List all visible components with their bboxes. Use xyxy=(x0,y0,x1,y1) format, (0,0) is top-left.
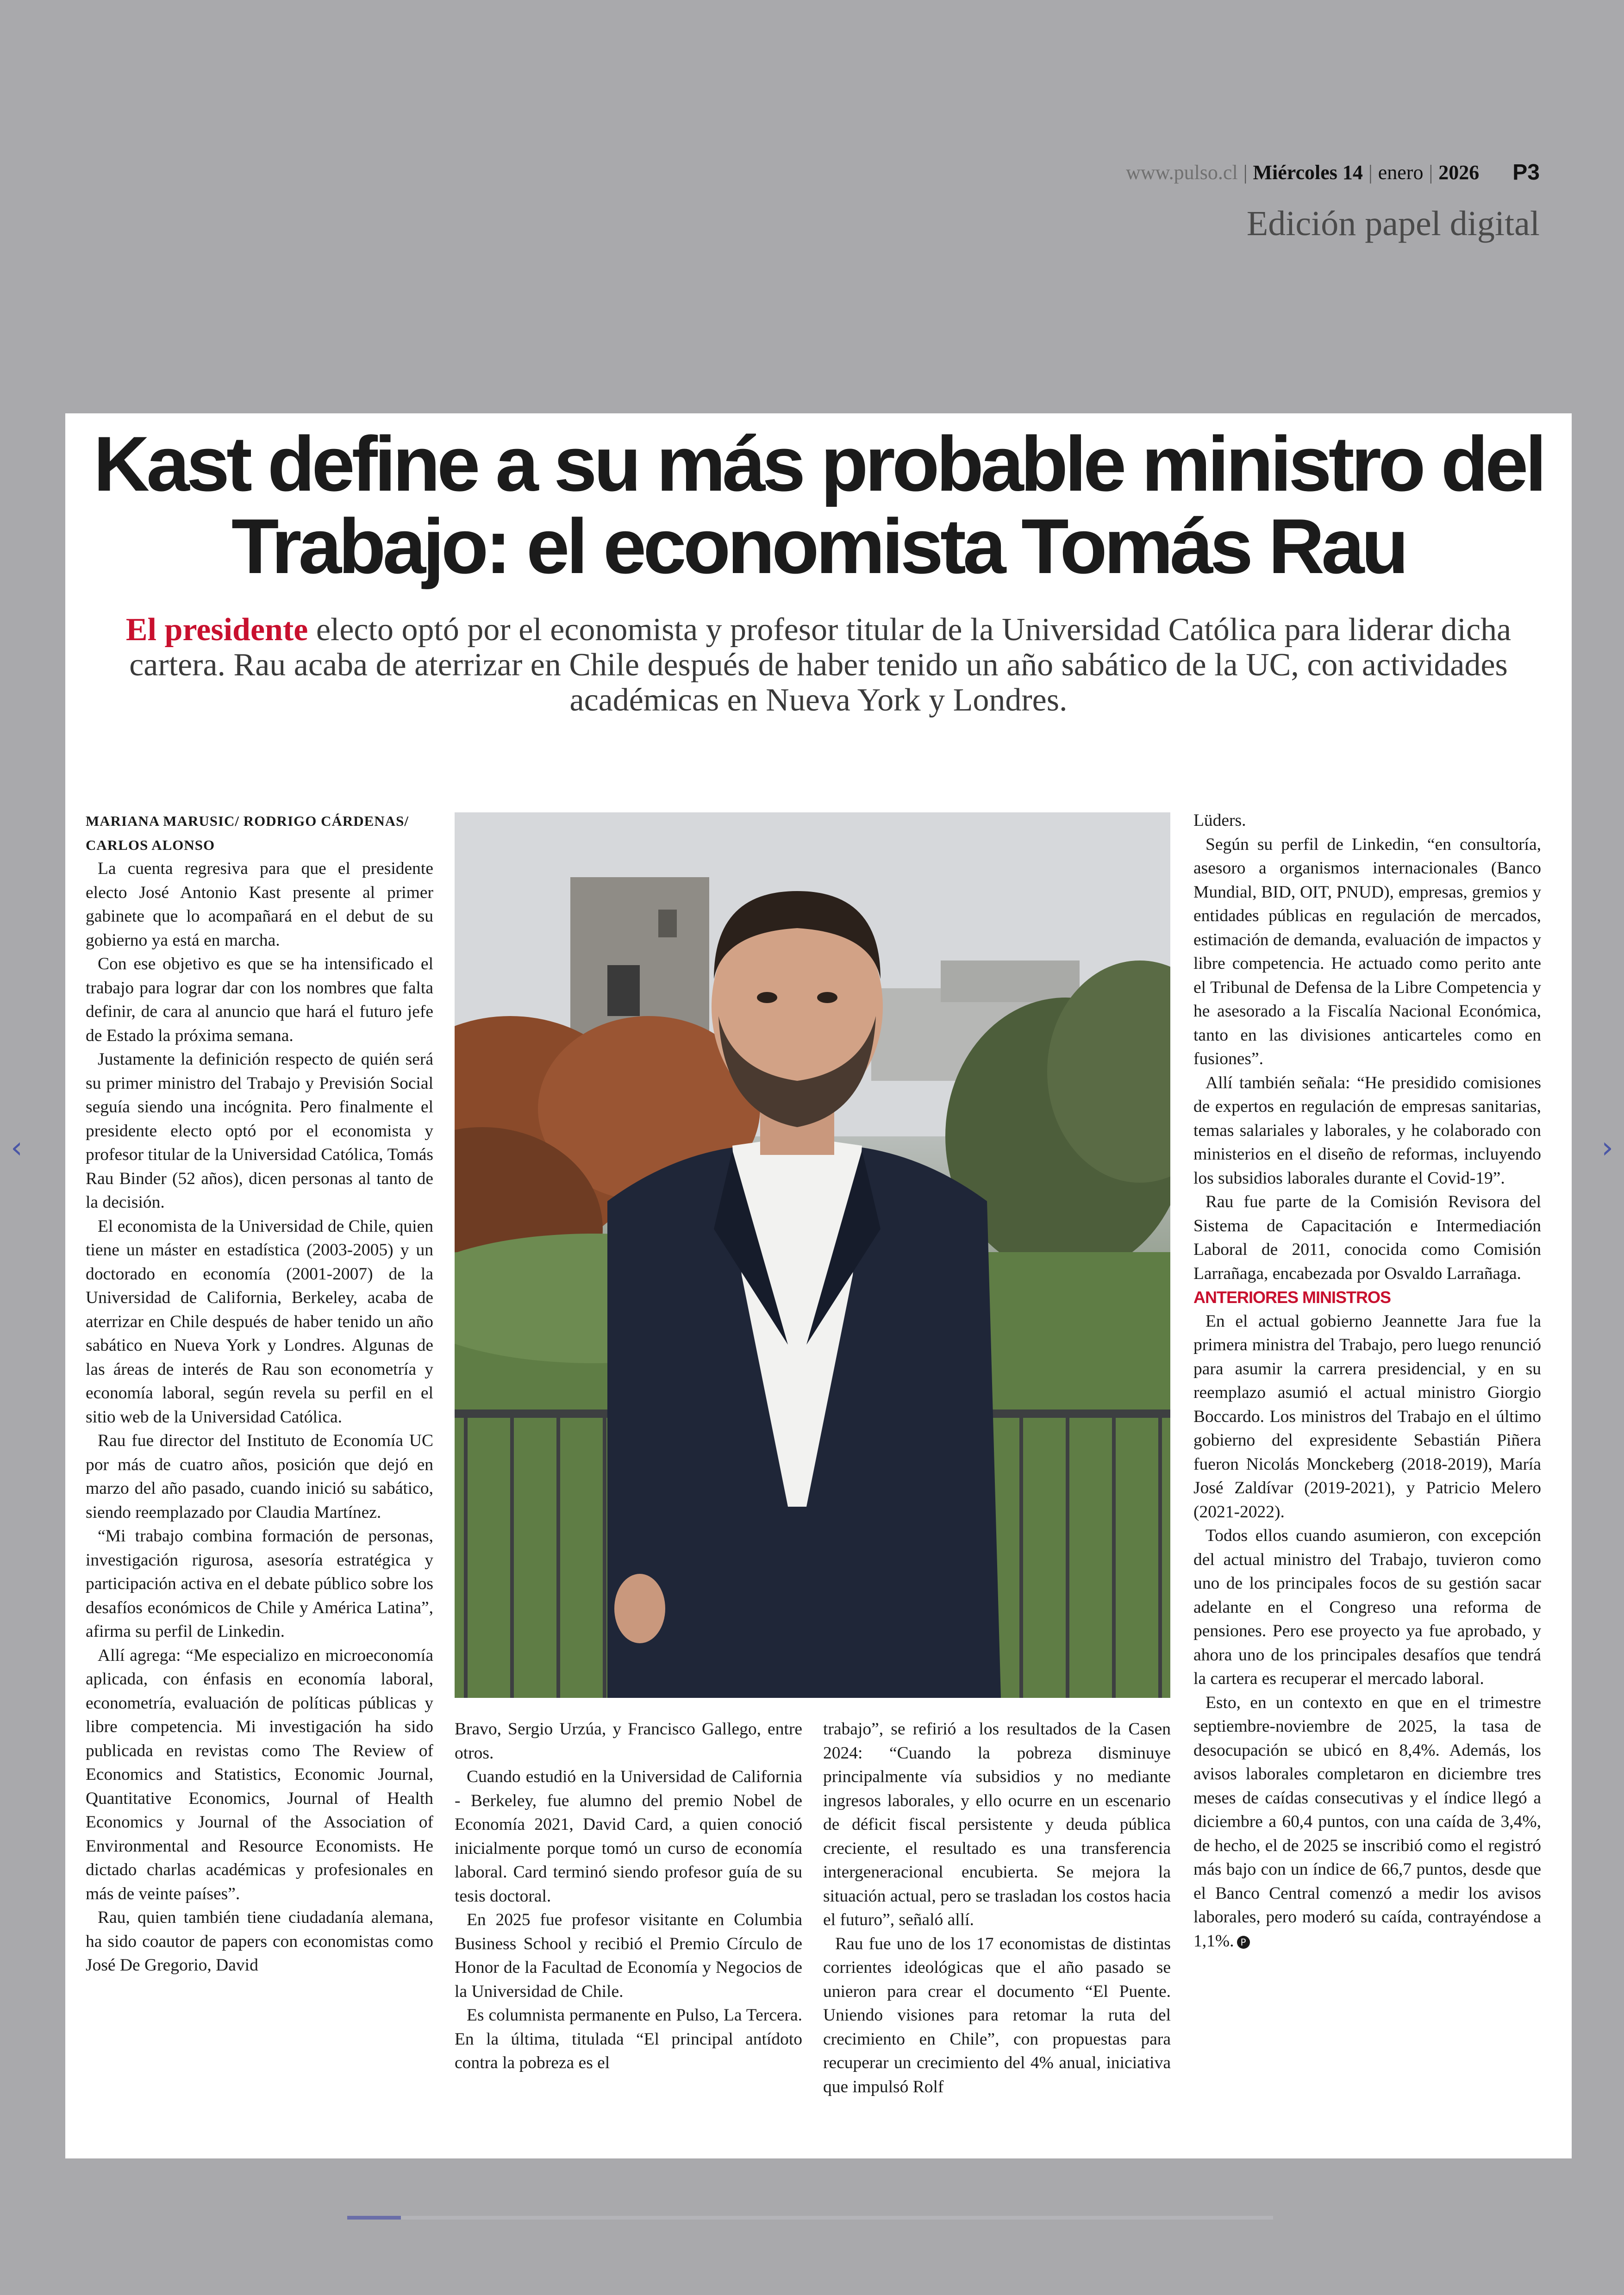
end-of-article-icon: P xyxy=(1237,1936,1250,1949)
paragraph: El economista de la Universidad de Chile, quien tiene un máster en estadística (2003-2005) y un doctorado en economía (2001-2007) de la Universidad de California, Berkeley, acaba de aterrizar en Chile después de haber tenido un año sabático en Nueva York y Londres. Algunas de las áreas de interés de Rau son econometría y economía laboral, según revela su perfil en el sitio web de la Universidad Católica. xyxy=(86,1216,433,1427)
deck-text: electo optó por el economista y profesor titular de la Universidad Católica para liderar dicha cartera. Rau acaba de aterrizar en Chile después de haber tenido un año sabático de la UC, con actividades académicas en Nueva York y Londres. xyxy=(129,612,1512,718)
paragraph: Según su perfil de Linkedin, “en consultoría, asesoro a organismos internacionales (Banco Mundial, BID, OIT, PNUD), empresas, gremios y entidades públicas en regulación de mercados, estimación de demanda, evaluación de impactos y libre competencia. He actuado como perito ante el Tribunal de Defensa de la Libre Competencia y he asesorado a la Fiscalía Nacional Económica, tanto en las divisiones anticarteles como en fusiones”. xyxy=(1193,835,1541,1068)
headline-line-1: Kast define a su más probable ministro del xyxy=(93,420,1544,507)
page-header-meta xyxy=(1126,160,1540,185)
paragraph: Rau fue parte de la Comisión Revisora del Sistema de Capacitación e Intermediación Laboral de 2011, conocida como Comisión Larrañaga, encabezada por Osvaldo Larrañaga. xyxy=(1193,1192,1541,1283)
paragraph: En 2025 fue profesor visitante en Columbia Business School y recibió el Premio Círculo de Honor de la Facultad de Economía y Negocios de la Universidad de Chile. xyxy=(455,1910,802,2001)
paragraph: Allí también señala: “He presidido comisiones de expertos en regulación de empresas sanitarias, temas salariales y laborales, y he colaborado con ministerios en el diseño de reformas, incluyendo los subsidios laborales durante el Covid-19”. xyxy=(1193,1073,1541,1188)
edition-label: Edición papel digital xyxy=(1246,204,1540,243)
paragraph: Todos ellos cuando asumieron, con excepción del actual ministro del Trabajo, tuvieron como uno de los principales focos de su gestión sacar adelante en el Congreso una reforma de pensiones. Pero ese proyecto ya fue aprobado, y ahora uno de los principales desafíos que tendrá la cartera es recuperar el mercado laboral. xyxy=(1193,1526,1541,1688)
paragraph-text: Esto, en un contexto en que en el trimestre septiembre-noviembre de 2025, la tasa de desocupación se ubicó en 8,4%. Además, los avisos laborales completaron en diciembre tres meses de caídas consecutivas y el índice llegó a diciembre a 60,4 puntos, con una caída de 3,4%, de hecho, el de 2025 se inscribió como el registró más bajo con un índice de 66,7 puntos, desde que el Banco Central comenzó a medir los avisos laborales, pero moderó su caída, contrayéndose a 1,1%. xyxy=(1193,1693,1541,1951)
page-number: P3 xyxy=(1512,160,1540,185)
article-column-3 xyxy=(823,1717,1171,2099)
date-month: enero xyxy=(1378,161,1424,184)
site-url[interactable]: www.pulso.cl xyxy=(1126,161,1238,184)
deck-lead: El presidente xyxy=(125,612,308,648)
paragraph: La cuenta regresiva para que el presidente electo José Antonio Kast presente al primer gabinete que lo acompañará en el debut de su gobierno ya está en marcha. xyxy=(86,859,433,950)
page-progress-fill xyxy=(347,2216,401,2220)
paragraph: Lüders. xyxy=(1193,811,1246,830)
paragraph xyxy=(1193,1691,1541,1953)
article-headline xyxy=(93,420,1544,590)
paragraph: trabajo”, se refirió a los resultados de la Casen 2024: “Cuando la pobreza disminuye principalmente vía subsidios y no mediante ingresos laborales, y ello ocurre en un escenario de déficit fiscal persistente y deuda pública creciente, el resultado es una transferencia intergeneracional encubierta. Se mejora la situación actual, pero se trasladan los costos hacia el futuro”, señaló allí. xyxy=(823,1720,1171,1929)
separator: | xyxy=(1243,161,1248,184)
page-progress-bar[interactable] xyxy=(347,2216,1273,2220)
paragraph: Rau fue uno de los 17 economistas de distintas corrientes ideológicas que el año pasado se unieron para crear el documento “El Puente. Uniendo visiones para retomar la ruta del crecimiento en Chile”, con propuestas para recuperar un crecimiento del 4% anual, iniciativa que impulsó Rolf xyxy=(823,1934,1171,2096)
paragraph: “Mi trabajo combina formación de personas, investigación rigurosa, asesoría estratégica y participación activa en el debate público sobre los desafíos económicos de Chile y América Latina”, afirma su perfil de Linkedin. xyxy=(86,1527,433,1641)
byline-line-2: CARLOS ALONSO xyxy=(86,836,215,853)
prev-page-arrow-icon[interactable]: ‹ xyxy=(11,1131,23,1165)
article-deck xyxy=(112,612,1525,718)
date-year: 2026 xyxy=(1438,161,1480,184)
separator: | xyxy=(1429,161,1433,184)
paragraph: Es columnista permanente en Pulso, La Tercera. En la última, titulada “El principal antídoto contra la pobreza es el xyxy=(455,2006,802,2072)
paragraph: Cuando estudió en la Universidad de California - Berkeley, fue alumno del premio Nobel de Economía 2021, David Card, a quien conoció inicialmente porque tomó un curso de economía laboral. Card terminó siendo profesor guía de su tesis doctoral. xyxy=(455,1767,802,1906)
paragraph: Rau, quien también tiene ciudadanía alemana, ha sido coautor de papers con economistas como José De Gregorio, David xyxy=(86,1908,433,1975)
paragraph: Con ese objetivo es que se ha intensificado el trabajo para lograr dar con los nombres que falta definir, de cara al anuncio que hará el futuro jefe de Estado la próxima semana. xyxy=(86,954,433,1045)
date-day: Miércoles 14 xyxy=(1253,161,1363,184)
headline-line-2: Trabajo: el economista Tomás Rau xyxy=(231,503,1406,590)
paragraph: Rau fue director del Instituto de Economía UC por más de cuatro años, posición que dejó en marzo del año pasado, cuando inició su sabático, siendo reemplazado por Claudia Martínez. xyxy=(86,1431,433,1522)
separator: | xyxy=(1368,161,1373,184)
portrait-illustration xyxy=(455,812,1170,1698)
article-column-4 xyxy=(1193,809,1541,1953)
article-photo xyxy=(455,812,1170,1698)
byline-line-1: MARIANA MARUSIC/ RODRIGO CÁRDENAS/ xyxy=(86,813,409,829)
section-subhead: ANTERIORES MINISTROS xyxy=(1193,1288,1391,1307)
article-column-1 xyxy=(86,809,433,1977)
paragraph: Bravo, Sergio Urzúa, y Francisco Gallego, entre otros. xyxy=(455,1720,802,1763)
paragraph: Justamente la definición respecto de quién será su primer ministro del Trabajo y Previsión Social seguía siendo una incógnita. Pero finalmente el presidente electo optó por el economista y profesor titular de la Universidad Católica, Tomás Rau Binder (52 años), dicen personas al tanto de la decisión. xyxy=(86,1050,433,1212)
paragraph: En el actual gobierno Jeannette Jara fue la primera ministra del Trabajo, pero luego renunció para asumir la carrera presidencial, y en su reemplazo asumió el actual ministro Giorgio Boccardo. Los ministros del Trabajo en el último gobierno del expresidente Sebastián Piñera fueron Nicolás Monckeberg (2018-2019), María José Zaldívar (2019-2021), y Patricio Melero (2021-2022). xyxy=(1193,1311,1541,1522)
article-column-2 xyxy=(455,1717,802,2075)
next-page-arrow-icon[interactable]: › xyxy=(1601,1131,1613,1165)
paragraph: Allí agrega: “Me especializo en microeconomía aplicada, con énfasis en economía laboral, econometría, evaluación de políticas públicas y libre competencia. Mi investigación ha sido publicada en revistas como The Review of Economics and Statistics, Economic Journal, Quantitative Economics, Journal of Health Economics y Journal of the Association of Environmental and Resource Economists. He dictado charlas académicas y profesionales en más de veinte países”. xyxy=(86,1646,433,1903)
newspaper-page xyxy=(65,413,1572,2158)
